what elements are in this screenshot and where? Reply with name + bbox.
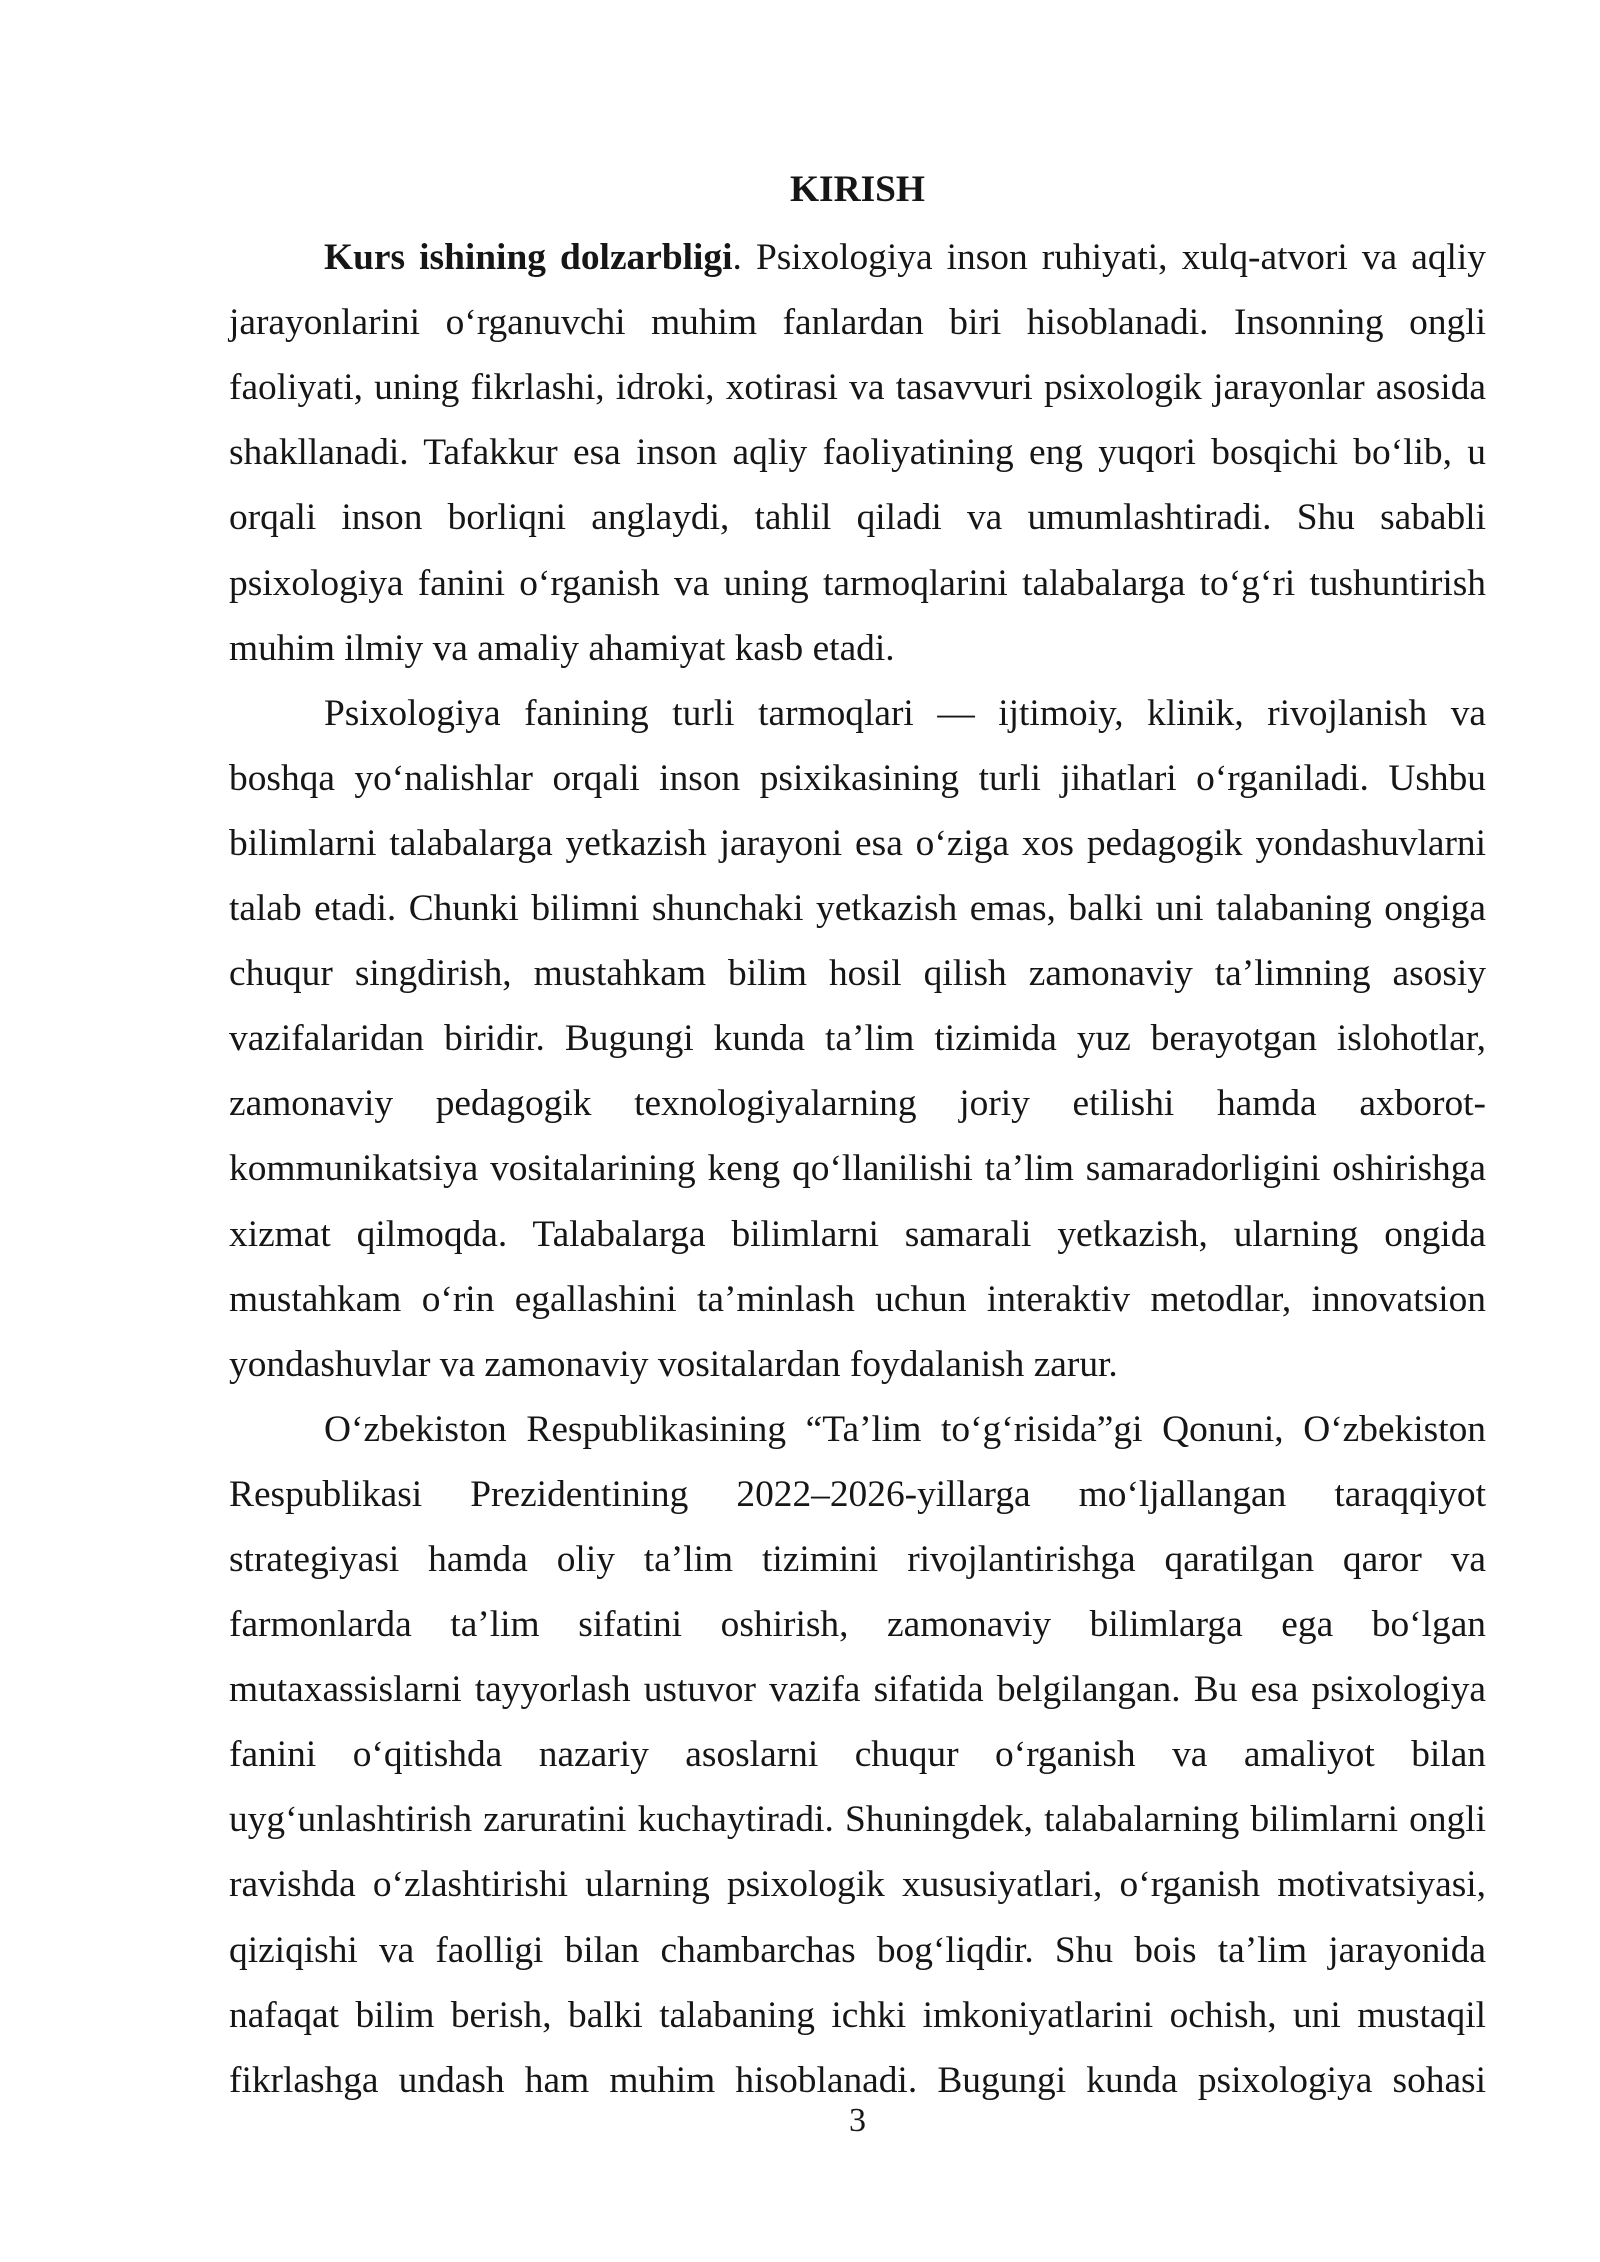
paragraph-relevance <box>229 225 1486 681</box>
line-text: zamonaviy pedagogik texnologiyalarning joriy etilishi hamda axborot- <box>229 1083 1486 1125</box>
text-line <box>229 1918 1486 1983</box>
line-text: mutaxassislarni tayyorlash ustuvor vazifa sifatida belgilangan. Bu esa psixologiya <box>229 1669 1486 1711</box>
text-line <box>229 616 1486 681</box>
line-text: talab etadi. Chunki bilimni shunchaki yetkazish emas, balki uni talabaning ongiga <box>229 888 1486 930</box>
text-line <box>229 1787 1486 1852</box>
text-line <box>229 746 1486 811</box>
line-text: bilimlarni talabalarga yetkazish jarayoni esa o‘ziga xos pedagogik yondashuvlarni <box>229 822 1486 864</box>
line-text: yondashuvlar va zamonaviy vositalardan foydalanish zarur. <box>229 1343 1118 1385</box>
line-text: fikrlashga undash ham muhim hisoblanadi. Bugungi kunda psixologiya sohasi <box>229 2059 1486 2101</box>
text-line <box>229 1071 1486 1136</box>
text-line <box>229 420 1486 485</box>
text-line <box>229 681 1486 746</box>
text-column <box>229 157 1486 2113</box>
page-number: 3 <box>849 2102 866 2139</box>
text-line <box>229 1332 1486 1397</box>
text-line <box>229 1983 1486 2048</box>
line-text: uyg‘unlashtirish zaruratini kuchaytiradi. Shuningdek, talabalarning bilimlarni ongli <box>229 1799 1486 1841</box>
text-line <box>229 1527 1486 1592</box>
text-line <box>229 485 1486 550</box>
text-line <box>229 1136 1486 1201</box>
line-text: Respublikasi Prezidentining 2022–2026-yillarga mo‘ljallangan taraqqiyot <box>229 1473 1486 1515</box>
line-text: O‘zbekiston Respublikasining “Ta’lim to‘g‘risida”gi Qonuni, O‘zbekiston <box>324 1408 1486 1450</box>
line-text: ravishda o‘zlashtirishi ularning psixologik xususiyatlari, o‘rganish motivatsiyasi, <box>229 1864 1486 1906</box>
line-text: psixologiya fanini o‘rganish va uning tarmoqlarini talabalarga to‘g‘ri tushuntirish <box>229 562 1486 604</box>
page-title: KIRISH <box>789 169 926 210</box>
text-line <box>229 1202 1486 1267</box>
paragraph-psychology-branches <box>229 681 1486 1397</box>
line-text: orqali inson borliqni anglaydi, tahlil qiladi va umumlashtiradi. Shu sababli <box>229 497 1486 539</box>
line-text: jarayonlarini o‘rganuvchi muhim fanlardan biri hisoblanadi. Insonning ongli <box>229 302 1486 344</box>
line-text: boshqa yo‘nalishlar orqali inson psixikasining turli jihatlari o‘rganiladi. Ushbu <box>229 757 1486 799</box>
text-line <box>229 941 1486 1006</box>
line-text: Psixologiya fanining turli tarmoqlari — ijtimoiy, klinik, rivojlanish va <box>324 692 1486 734</box>
text-line <box>229 225 1486 290</box>
text-line <box>229 876 1486 941</box>
text-line <box>229 811 1486 876</box>
text-line <box>229 1592 1486 1657</box>
line-text: qiziqishi va faolligi bilan chambarchas bog‘liqdir. Shu bois ta’lim jarayonida <box>229 1929 1486 1971</box>
text-line <box>229 1267 1486 1332</box>
line-text: shakllanadi. Tafakkur esa inson aqliy faoliyatining eng yuqori bosqichi bo‘lib, u <box>229 432 1486 474</box>
line-text: nafaqat bilim berish, balki talabaning ichki imkoniyatlarini ochish, uni mustaqil <box>229 1994 1486 2036</box>
line-text: faoliyati, uning fikrlashi, idroki, xotirasi va tasavvuri psixologik jarayonlar asosida <box>229 367 1486 409</box>
line-text: vazifalaridan biridir. Bugungi kunda ta’lim tizimida yuz berayotgan islohotlar, <box>229 1018 1486 1060</box>
text-line <box>229 1657 1486 1722</box>
paragraph-legislation <box>229 1397 1486 2113</box>
line-text: . Psixologiya inson ruhiyati, xulq-atvori va aqliy <box>732 237 1486 279</box>
line-text: fanini o‘qitishda nazariy asoslarni chuqur o‘rganish va amaliyot bilan <box>229 1734 1486 1776</box>
text-line <box>229 1462 1486 1527</box>
line-text: mustahkam o‘rin egallashini ta’minlash uchun interaktiv metodlar, innovatsion <box>229 1278 1486 1320</box>
line-text: strategiyasi hamda oliy ta’lim tizimini rivojlantirishga qaratilgan qaror va <box>229 1538 1486 1580</box>
line-text: chuqur singdirish, mustahkam bilim hosil qilish zamonaviy ta’limning asosiy <box>229 953 1486 995</box>
text-line <box>229 1722 1486 1787</box>
text-line <box>229 290 1486 355</box>
paragraph-lead-heading: Kurs ishining dolzarbligi <box>324 237 733 279</box>
text-line <box>229 1006 1486 1071</box>
text-line <box>229 355 1486 420</box>
text-line <box>229 551 1486 616</box>
line-text: xizmat qilmoqda. Talabalarga bilimlarni samarali yetkazish, ularning ongida <box>229 1213 1486 1255</box>
line-text: kommunikatsiya vositalarining keng qo‘llanilishi ta’lim samaradorligini oshirishga <box>229 1148 1486 1190</box>
text-line <box>229 1397 1486 1462</box>
line-text: farmonlarda ta’lim sifatini oshirish, zamonaviy bilimlarga ega bo‘lgan <box>229 1604 1486 1646</box>
line-text: muhim ilmiy va amaliy ahamiyat kasb etadi. <box>229 627 895 669</box>
text-line <box>229 1852 1486 1917</box>
